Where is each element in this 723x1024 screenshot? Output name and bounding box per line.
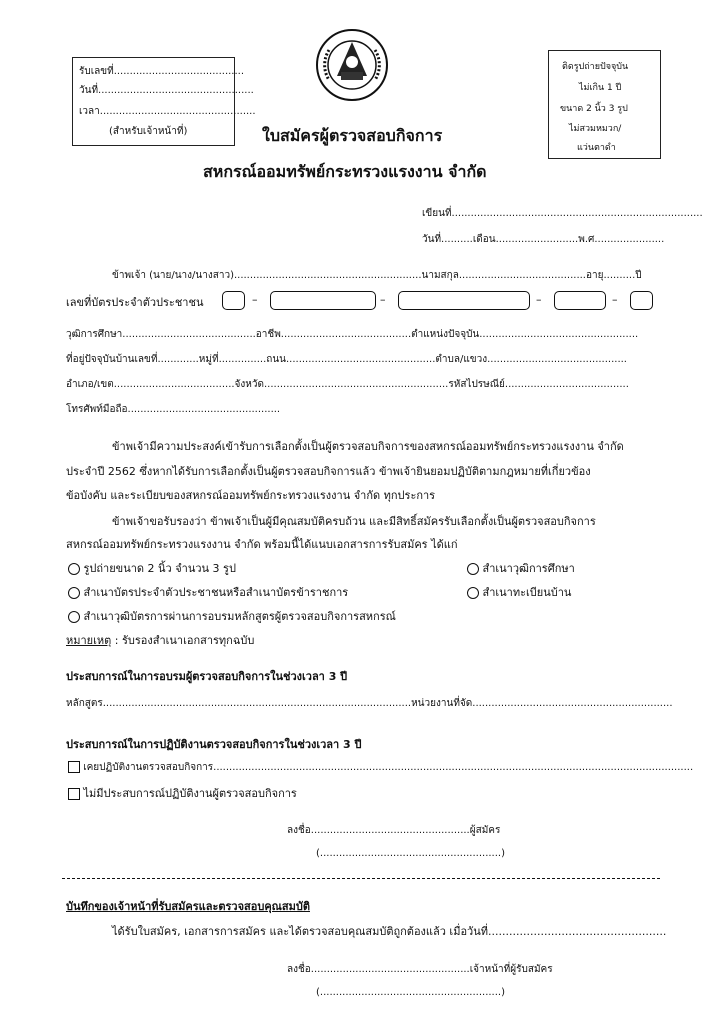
radio-circle-icon[interactable] — [467, 563, 479, 575]
doc-education-option[interactable] — [467, 559, 575, 577]
staff-use-box — [72, 57, 256, 146]
training-heading: ประสบการณ์ในการอบรมผู้ตรวจสอบกิจการในช่วงเวลา 3 ปี — [66, 670, 348, 683]
doc-photo-option[interactable] — [68, 559, 236, 577]
doc-id-copy-option[interactable] — [68, 583, 348, 601]
id-card-label: เลขที่บัตรประจำตัวประชาชน — [66, 296, 204, 309]
doc-education-label: สำเนาวุฒิการศึกษา — [482, 562, 575, 575]
id-digit-group-3[interactable] — [398, 291, 530, 310]
radio-circle-icon[interactable] — [68, 563, 80, 575]
receipt-time-field[interactable]: เวลา................................................. — [79, 106, 256, 117]
experience-no-option[interactable] — [68, 784, 297, 802]
remark — [66, 631, 254, 649]
cooperative-seal-logo — [315, 28, 389, 102]
doc-training-label: สำเนาวุฒิบัตรการผ่านการอบรมหลักสูตรผู้ตรวจสอบกิจการสหกรณ์ — [83, 610, 396, 623]
declaration-line-1: ข้าพเจ้ามีความประสงค์เข้ารับการเลือกตั้งเป็นผู้ตรวจสอบกิจการของสหกรณ์ออมทรัพย์กระทรวงแรงงาน จำกัด — [112, 440, 624, 453]
doc-id-copy-label: สำเนาบัตรประจำตัวประชาชนหรือสำเนาบัตรข้าราชการ — [83, 586, 349, 599]
mobile-phone-field[interactable]: โทรศัพท์มือถือ................................................ — [66, 404, 281, 415]
experience-yes-label: เคยปฏิบัติงานตรวจสอบกิจการ....................................................................................................................................................... — [83, 762, 694, 773]
photo-instruction-1: ติดรูปถ่ายปัจจุบัน — [562, 62, 629, 72]
id-digit-group-2[interactable] — [270, 291, 376, 310]
photo-instruction-3: ขนาด 2 นิ้ว 3 รูป — [560, 104, 628, 114]
receipt-number-field[interactable]: รับเลขที่......................................... — [79, 66, 245, 77]
applicant-signature-field[interactable]: ลงชื่อ..................................................ผู้สมัคร — [287, 825, 501, 836]
form-subtitle: สหกรณ์ออมทรัพย์กระทรวงแรงงาน จำกัด — [203, 162, 487, 181]
radio-circle-icon[interactable] — [68, 587, 80, 599]
date-field[interactable]: วันที่..........เดือน..........................พ.ศ...................... — [422, 234, 665, 245]
checkbox-icon[interactable] — [68, 788, 80, 800]
experience-no-label: ไม่มีประสบการณ์ปฏิบัติงานผู้ตรวจสอบกิจการ — [83, 787, 297, 800]
training-course-field[interactable]: หลักสูตร.................................................................................................หน่วยงานที่จัด............................................................... — [66, 698, 673, 709]
declaration-line-2: ประจำปี 2562 ซึ่งหากได้รับการเลือกตั้งเป็นผู้ตรวจสอบกิจการแล้ว ข้าพเจ้ายินยอมปฏิบัติตามกฎหมายที่เกี่ยวข้อง — [66, 465, 591, 478]
radio-circle-icon[interactable] — [68, 611, 80, 623]
education-occupation-field[interactable]: วุฒิการศึกษา..........................................อาชีพ.........................................ตำแหน่งปัจจุบัน.................................................. — [66, 329, 639, 340]
officer-verification-text[interactable]: ได้รับใบสมัคร, เอกสารการสมัคร และได้ตรวจสอบคุณสมบัติถูกต้องแล้ว เมื่อวันที่................................................... — [112, 925, 667, 938]
doc-house-label: สำเนาทะเบียนบ้าน — [482, 586, 572, 599]
form-title: ใบสมัครผู้ตรวจสอบกิจการ — [262, 126, 443, 145]
photo-instruction-4: ไม่สวมหมวก/ — [569, 124, 622, 134]
applicant-printed-name-field[interactable]: (.........................................................) — [316, 848, 505, 859]
officer-printed-name-field[interactable]: (.........................................................) — [316, 987, 505, 998]
written-at-field[interactable]: เขียนที่............................................................................... — [422, 208, 703, 219]
photo-placeholder-box — [548, 50, 661, 159]
name-age-field[interactable]: ข้าพเจ้า (นาย/นาง/นางสาว)...........................................................นามสกุล........................................อายุ..........ปี — [112, 270, 642, 281]
section-divider — [62, 878, 660, 879]
photo-instruction-2: ไม่เกิน 1 ปี — [579, 83, 622, 93]
remark-label: หมายเหตุ — [66, 634, 112, 647]
officer-heading: บันทึกของเจ้าหน้าที่รับสมัครและตรวจสอบคุณสมบัติ — [66, 900, 310, 913]
officer-signature-field[interactable]: ลงชื่อ..................................................เจ้าหน้าที่ผู้รับสมัคร — [287, 964, 553, 975]
id-digit-group-1[interactable] — [222, 291, 245, 310]
remark-text: : รับรองสำเนาเอกสารทุกฉบับ — [111, 634, 255, 647]
doc-house-option[interactable] — [467, 583, 571, 601]
experience-yes-option[interactable] — [68, 760, 693, 775]
id-digit-group-5[interactable] — [630, 291, 653, 310]
district-province-field[interactable]: อำเภอ/เขต......................................จังหวัด..........................................................รหัสไปรษณีย์....................................... — [66, 379, 629, 390]
doc-training-option[interactable] — [68, 607, 396, 625]
certification-line-1: ข้าพเจ้าขอรับรองว่า ข้าพเจ้าเป็นผู้มีคุณสมบัติครบถ้วน และมีสิทธิ์สมัครรับเลือกตั้งเป็นผู้ตรวจสอบกิจการ — [112, 515, 596, 528]
doc-photo-label: รูปถ่ายขนาด 2 นิ้ว จำนวน 3 รูป — [83, 562, 236, 575]
photo-instruction-5: แว่นตาดำ — [577, 143, 616, 153]
receipt-date-field[interactable]: วันที่................................................. — [79, 85, 254, 96]
certification-line-2: สหกรณ์ออมทรัพย์กระทรวงแรงงาน จำกัด พร้อมนี้ได้แนบเอกสารการรับสมัคร ได้แก่ — [66, 538, 458, 551]
checkbox-icon[interactable] — [68, 761, 80, 773]
experience-heading: ประสบการณ์ในการปฏิบัติงานตรวจสอบกิจการในช่วงเวลา 3 ปี — [66, 738, 362, 751]
id-digit-group-4[interactable] — [554, 291, 606, 310]
staff-box-note: (สำหรับเจ้าหน้าที่) — [109, 126, 188, 137]
address-field[interactable]: ที่อยู่ปัจจุบันบ้านเลขที่.............หมู่ที่...............ถนน...............................................ตำบล/แขวง............................................ — [66, 354, 627, 365]
declaration-line-3: ข้อบังคับ และระเบียบของสหกรณ์ออมทรัพย์กระทรวงแรงงาน จำกัด ทุกประการ — [66, 489, 436, 502]
radio-circle-icon[interactable] — [467, 587, 479, 599]
